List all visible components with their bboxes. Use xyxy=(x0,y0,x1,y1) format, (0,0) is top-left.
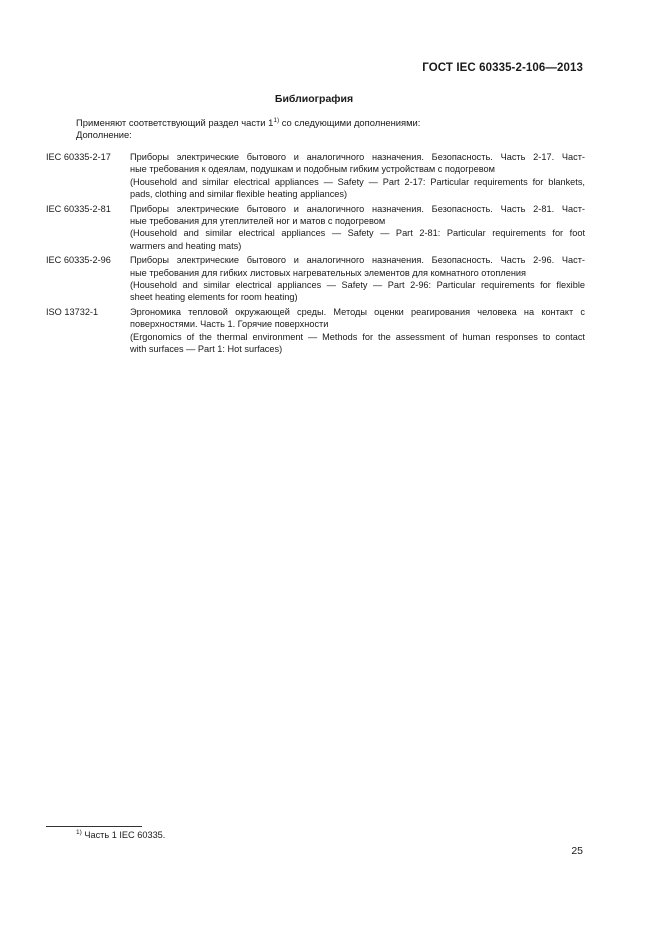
reference-description xyxy=(130,254,585,304)
footnote xyxy=(76,830,165,840)
page-number: 25 xyxy=(571,845,583,857)
reference-line: Приборы электрические бытового и аналогичного назначения. Безопасность. Часть 2-81. Част- xyxy=(130,203,585,214)
reference-line: поверхностями. Часть 1. Горячие поверхности xyxy=(130,319,329,330)
reference-list xyxy=(46,151,585,358)
reference-line: ные требования для утеплителей ног и матов с подогревом xyxy=(130,216,386,227)
reference-line: (Household and similar electrical appliances — Safety — Part 2-96: Particular requirements for flexible xyxy=(130,280,585,291)
reference-line: ные требования для гибких листовых нагревательных элементов для комнатного отопления xyxy=(130,267,527,278)
standard-header: ГОСТ IEC 60335-2-106—2013 xyxy=(422,62,583,74)
bibliography-title: Библиография xyxy=(274,93,354,105)
intro-text-tail: со следующими дополнениями: xyxy=(279,117,421,128)
reference-item xyxy=(46,254,585,304)
intro-text: Применяют соответствующий раздел части 1 xyxy=(76,117,274,128)
reference-line: with surfaces — Part 1: Hot surfaces) xyxy=(130,344,283,355)
reference-item xyxy=(46,306,585,356)
reference-code: IEC 60335-2-96 xyxy=(46,255,111,266)
reference-item xyxy=(46,151,585,201)
reference-line: pads, clothing and similar flexible heating appliances) xyxy=(130,189,348,200)
reference-description xyxy=(130,151,585,201)
reference-line: Приборы электрические бытового и аналогичного назначения. Безопасность. Часть 2-17. Част- xyxy=(130,152,585,162)
footnote-ref: 1) xyxy=(273,117,280,124)
footnote-divider xyxy=(46,826,142,827)
reference-description xyxy=(130,306,585,356)
reference-description xyxy=(130,203,585,253)
intro-line-2: Дополнение: xyxy=(76,129,132,140)
reference-line: (Household and similar electrical appliances — Safety — Part 2-17: Particular requirements for blankets, xyxy=(130,176,585,187)
reference-line: Эргономика тепловой окружающей среды. Методы оценки реагирования человека на контакт с xyxy=(130,306,585,317)
reference-line: ные требования к одеялам, подушкам и подобным гибким устройствам с подогревом xyxy=(130,164,495,175)
reference-code: IEC 60335-2-17 xyxy=(46,152,111,162)
reference-code: IEC 60335-2-81 xyxy=(46,203,111,214)
reference-item xyxy=(46,203,585,253)
intro-block xyxy=(76,117,420,141)
reference-line: sheet heating elements for room heating) xyxy=(130,292,298,303)
reference-line: Приборы электрические бытового и аналогичного назначения. Безопасность. Часть 2-96. Част- xyxy=(130,255,585,266)
reference-line: warmers and heating mats) xyxy=(130,240,242,251)
reference-line: (Household and similar electrical appliances — Safety — Part 2-81: Particular requirements for foot xyxy=(130,228,585,239)
footnote-mark: 1) xyxy=(76,829,82,836)
reference-line: (Ergonomics of the thermal environment — Methods for the assessment of human responses to contact xyxy=(130,331,585,342)
intro-line-1 xyxy=(76,117,420,129)
footnote-text: Часть 1 IEC 60335. xyxy=(81,830,166,840)
reference-code: ISO 13732-1 xyxy=(46,306,99,317)
